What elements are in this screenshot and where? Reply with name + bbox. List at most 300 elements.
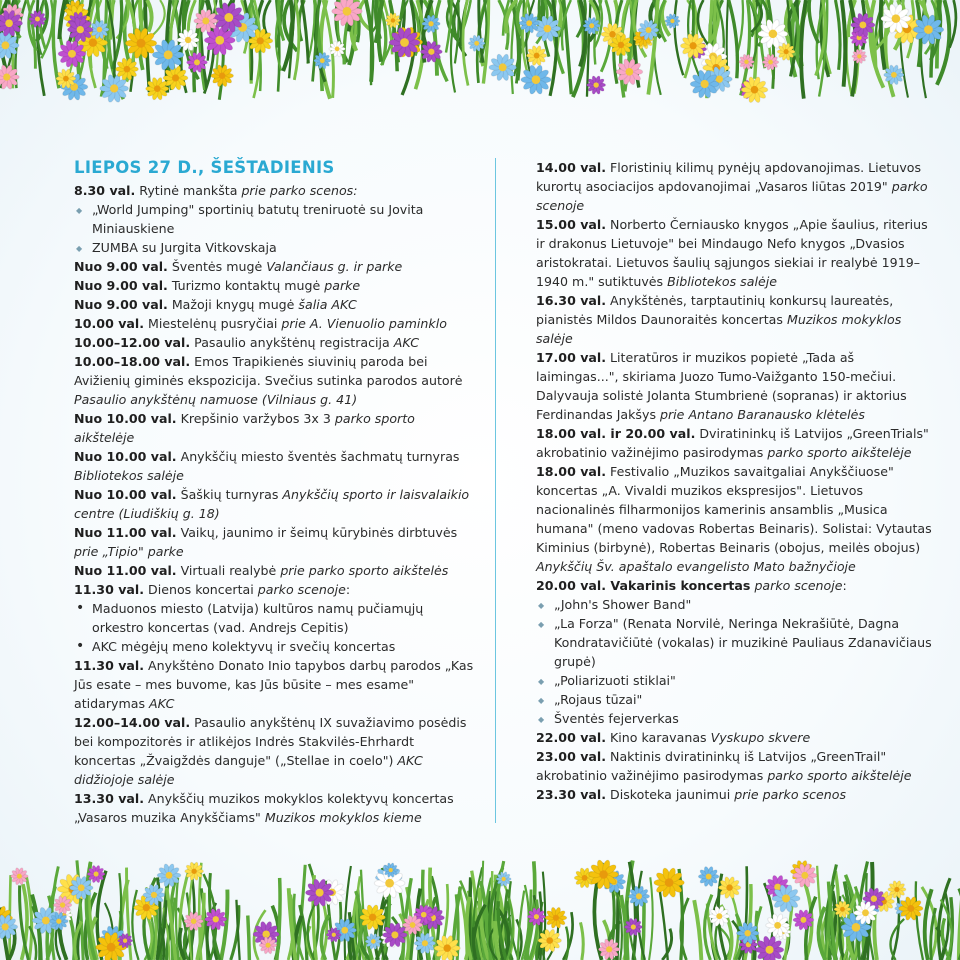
grass-blade — [555, 0, 562, 43]
grass-blade — [47, 896, 53, 960]
grass-blade — [531, 925, 539, 960]
flower — [319, 879, 345, 906]
entry-location: Pasaulio anykštėnų namuose (Vilniaus g. 41) — [74, 392, 358, 407]
grass-blade — [74, 890, 83, 960]
grass-blade — [288, 895, 293, 960]
schedule-entry — [74, 713, 474, 789]
grass-blade — [841, 901, 847, 960]
flower — [538, 929, 561, 953]
grass-blade — [427, 897, 436, 960]
grass-blade — [451, 0, 459, 93]
grass-blade — [132, 890, 138, 960]
grass-blade — [349, 0, 355, 65]
grass-blade — [382, 887, 389, 960]
grass-blade — [209, 873, 219, 960]
grass-blade — [13, 0, 16, 31]
grass-blade — [283, 0, 292, 71]
grass-blade — [166, 0, 170, 93]
grass-blade — [916, 881, 923, 960]
grass-blade — [527, 890, 531, 960]
grass-blade — [729, 0, 738, 78]
entry-location: Muzikos mokyklos salėje — [536, 312, 902, 346]
grass-blade — [109, 0, 124, 99]
grass-blade — [207, 903, 216, 960]
grass-blade — [881, 0, 885, 70]
grass-blade — [315, 0, 322, 91]
flower — [706, 66, 732, 92]
flower — [633, 29, 653, 50]
schedule-right-column — [536, 158, 936, 804]
grass-blade — [455, 0, 459, 63]
entry-time: Nuo 9.00 val. — [74, 259, 168, 274]
entry-description: Vaikų, jaunimo ir šeimų kūrybinės dirbtuvės — [176, 525, 458, 540]
grass-blade — [298, 865, 306, 960]
sub-list-item: ◆ ZUMBA su Jurgita Vitkovskaja — [74, 238, 474, 257]
grass-blade — [89, 863, 97, 960]
grass-blade — [178, 0, 185, 63]
grass-blade — [254, 910, 266, 960]
grass-blade — [451, 0, 461, 43]
grass-blade — [66, 0, 73, 45]
grass-blade — [797, 0, 806, 59]
flower — [385, 13, 400, 29]
grass-blade — [649, 877, 653, 960]
grass-blade — [721, 905, 732, 960]
grass-blade — [653, 0, 658, 34]
grass-blade — [531, 911, 538, 960]
flower — [414, 905, 434, 925]
grass-blade — [475, 861, 483, 960]
entry-description: Rytinė mankšta — [135, 183, 242, 198]
flower — [29, 10, 46, 28]
grass-blade — [398, 0, 408, 62]
grass-blade — [501, 918, 509, 960]
grass-blade — [112, 0, 121, 69]
grass-blade — [407, 887, 412, 960]
flower — [87, 865, 105, 883]
entry-description: Naktinis dviratininkų iš Latvijos „GreenTrail" akrobatinio važinėjimo pasirodymas — [536, 749, 887, 783]
flower — [841, 912, 871, 943]
grass-blade — [787, 0, 792, 53]
grass-blade — [277, 0, 282, 48]
grass-blade — [483, 0, 488, 84]
grass-blade — [662, 0, 670, 36]
schedule-entry — [74, 333, 474, 352]
grass-blade — [785, 893, 793, 960]
entry-time: 18.00 val. — [536, 464, 607, 479]
grass-blade — [750, 0, 757, 69]
flower — [0, 905, 13, 930]
grass-blade — [768, 0, 773, 89]
grass-blade — [59, 0, 65, 39]
grass-blade — [189, 864, 195, 960]
grass-blade — [566, 927, 568, 960]
grass-blade — [604, 920, 610, 960]
grass-blade — [276, 0, 283, 71]
flower — [526, 45, 546, 66]
schedule-entry — [74, 447, 474, 485]
grass-blade — [201, 888, 208, 960]
flower — [521, 64, 551, 94]
flower — [698, 866, 719, 887]
grass-blade — [711, 886, 723, 960]
flower — [699, 42, 727, 70]
grass-blade — [716, 0, 724, 78]
grass-blade — [875, 0, 882, 44]
flower — [574, 867, 594, 888]
grass-blade — [214, 0, 218, 83]
grass-blade — [554, 0, 564, 74]
entry-location: prie parko scenos: — [241, 183, 358, 198]
grass-blade — [377, 0, 385, 65]
grass-blade — [144, 878, 156, 960]
flower-border-top — [0, 0, 960, 110]
grass-blade — [536, 0, 547, 44]
grass-blade — [91, 0, 101, 68]
grass-blade — [577, 0, 586, 37]
schedule-entry — [536, 215, 936, 291]
grass-blade — [423, 0, 432, 63]
entry-location: Valančiaus g. ir parke — [266, 259, 403, 274]
grass-blade — [496, 875, 503, 960]
grass-blade — [816, 0, 825, 76]
entry-time: 22.00 val. — [536, 730, 607, 745]
grass-blade — [291, 924, 300, 960]
grass-blade — [890, 919, 904, 960]
grass-blade — [460, 881, 472, 960]
grass-blade — [524, 0, 527, 37]
grass-blade — [844, 876, 852, 960]
grass-blade — [110, 0, 113, 40]
grass-blade — [224, 0, 232, 37]
flower — [57, 873, 88, 904]
grass-blade — [498, 901, 506, 960]
flower — [118, 933, 133, 948]
grass-blade — [423, 870, 430, 960]
flower — [709, 906, 730, 927]
grass-blade — [430, 868, 437, 960]
grass-blade — [922, 887, 936, 960]
flower — [32, 907, 59, 935]
flower — [741, 76, 768, 103]
entry-location: AKC — [393, 335, 420, 350]
grass-blade — [516, 919, 521, 960]
flower — [332, 0, 362, 27]
entry-location: parko sporto aikštelėje — [767, 768, 912, 783]
entry-time: 13.30 val. — [74, 791, 145, 806]
grass-blade — [502, 921, 506, 960]
grass-blade — [9, 929, 15, 960]
flower — [422, 14, 440, 33]
grass-blade — [711, 0, 718, 56]
grass-blade — [47, 886, 55, 960]
grass-blade — [67, 907, 74, 960]
flower — [854, 901, 878, 925]
entry-location: prie parko sporto aikštelės — [280, 563, 449, 578]
flower — [100, 925, 126, 951]
entry-time: Nuo 10.00 val. — [74, 487, 177, 502]
grass-blade — [355, 0, 359, 42]
entry-description: Anykštėnės, tarptautinių konkursų laureatės, pianistės Mildos Daunoraitės koncertas — [536, 293, 894, 327]
grass-blade — [919, 0, 930, 40]
grass-blade — [900, 0, 908, 98]
schedule-entry — [536, 158, 936, 215]
flower — [740, 80, 759, 100]
grass-blade — [199, 0, 204, 90]
flower — [403, 915, 423, 935]
grass-blade — [862, 0, 864, 50]
entry-time: Nuo 10.00 val. — [74, 411, 177, 426]
schedule-entry — [74, 295, 474, 314]
grass-blade — [66, 0, 76, 82]
grass-blade — [459, 887, 467, 960]
grass-blade — [662, 929, 671, 960]
grass-blade — [257, 0, 263, 52]
grass-blade — [764, 883, 773, 960]
grass-blade — [168, 0, 177, 90]
flower — [519, 13, 539, 34]
flower — [68, 12, 89, 33]
grass-blade — [411, 0, 419, 56]
entry-time: 10.00–12.00 val. — [74, 335, 191, 350]
grass-blade — [490, 868, 503, 960]
grass-blade — [511, 0, 520, 80]
grass-blade — [358, 890, 360, 960]
grass-blade — [855, 886, 864, 960]
grass-blade — [272, 906, 279, 960]
grass-blade — [145, 0, 149, 92]
grass-blade — [166, 918, 172, 960]
grass-blade — [537, 892, 541, 960]
flower — [527, 908, 545, 926]
grass-blade — [494, 909, 507, 960]
grass-blade — [323, 0, 333, 98]
grass-blade — [359, 0, 372, 31]
grass-blade — [806, 897, 816, 960]
entry-suffix: : — [345, 582, 351, 597]
grass-blade — [842, 0, 845, 87]
grass-blade — [754, 0, 756, 79]
grass-blade — [520, 0, 530, 54]
grass-blade — [580, 922, 583, 960]
grass-blade — [861, 925, 868, 960]
flower — [227, 12, 258, 43]
grass-blade — [472, 871, 476, 960]
grass-blade — [402, 0, 415, 95]
sub-list — [74, 200, 474, 257]
grass-blade — [693, 0, 697, 55]
entry-time: 8.30 val. — [74, 183, 136, 198]
grass-blade — [361, 870, 366, 960]
grass-blade — [349, 912, 354, 960]
entry-description: Anykščių miesto šventės šachmatų turnyras — [176, 449, 460, 464]
grass-blade — [313, 0, 319, 82]
grass-blade — [692, 0, 694, 48]
grass-blade — [101, 0, 111, 97]
grass-blade — [204, 0, 214, 93]
entry-time: Nuo 9.00 val. — [74, 297, 168, 312]
grass-blade — [681, 898, 689, 960]
flower — [383, 922, 408, 947]
grass-blade — [828, 891, 835, 960]
grass-blade — [347, 929, 352, 960]
grass-blade — [809, 0, 818, 43]
schedule-entry — [74, 656, 474, 713]
grass-blade — [183, 922, 193, 960]
grass-blade — [839, 915, 849, 960]
entry-time: Nuo 9.00 val. — [74, 278, 168, 293]
grass-blade — [842, 895, 853, 960]
grass-blade — [756, 911, 765, 960]
flower — [762, 54, 778, 71]
grass-blade — [481, 911, 486, 960]
grass-blade — [479, 0, 483, 63]
schedule-entry — [74, 257, 474, 276]
grass-blade — [937, 0, 940, 69]
grass-blade — [931, 908, 936, 960]
flower — [772, 884, 800, 912]
grass-blade — [176, 878, 179, 960]
flower — [1, 4, 23, 27]
sub-list-item: ◆ „Rojaus tūzai" — [536, 690, 936, 709]
entry-location: parko scenoje — [257, 582, 346, 597]
grass-blade — [72, 0, 81, 91]
grass-blade — [921, 0, 926, 98]
grass-blade — [732, 921, 742, 960]
flower — [624, 918, 642, 936]
flower — [468, 35, 485, 52]
grass-blade — [470, 877, 471, 960]
grass-blade — [173, 0, 181, 70]
grass-blade — [422, 0, 430, 33]
grass-blade — [10, 875, 11, 960]
grass-blade — [277, 878, 280, 960]
grass-blade — [848, 892, 858, 960]
flower — [96, 932, 127, 960]
entry-time: 10.00 val. — [74, 316, 145, 331]
sub-list-item: ◆ „World Jumping" sportinių batutų treniruotė su Jovita Miniauskiene — [74, 200, 474, 238]
grass-blade — [925, 0, 937, 54]
flower — [392, 26, 423, 57]
flower — [881, 3, 911, 33]
grass-blade — [157, 900, 166, 960]
grass-blade — [817, 866, 826, 960]
flower — [616, 58, 643, 85]
flower — [185, 862, 204, 881]
grass-blade — [627, 901, 635, 960]
grass-blade — [949, 0, 955, 48]
grass-blade — [523, 0, 534, 92]
grass-blade — [675, 0, 684, 75]
grass-blade — [825, 886, 832, 960]
grass-blade — [52, 866, 59, 960]
grass-blade — [411, 929, 414, 960]
grass-blade — [718, 874, 726, 960]
flower — [414, 932, 435, 954]
grass-blade — [752, 0, 762, 37]
grass-blade — [357, 876, 364, 960]
grass-blade — [840, 922, 845, 960]
grass-blade — [710, 0, 720, 75]
grass-blade — [0, 0, 13, 88]
grass-blade — [790, 0, 799, 56]
flower — [143, 884, 165, 906]
sub-list — [74, 599, 474, 656]
grass-blade — [120, 880, 128, 960]
grass-blade — [901, 0, 903, 35]
grass-blade — [22, 884, 28, 960]
flower — [913, 14, 943, 45]
grass-blade — [179, 0, 186, 93]
grass-blade — [745, 884, 751, 960]
grass-blade — [698, 0, 708, 44]
grass-blade — [830, 865, 836, 960]
flower — [213, 2, 244, 33]
flower — [791, 860, 814, 883]
schedule-entry — [536, 785, 936, 804]
grass-blade — [189, 878, 194, 960]
entry-time: 11.30 val. — [74, 582, 145, 597]
grass-blade — [517, 0, 522, 36]
grass-blade — [473, 867, 483, 960]
entry-time: Nuo 11.00 val. — [74, 563, 177, 578]
grass-blade — [821, 0, 829, 77]
grass-blade — [838, 921, 842, 960]
grass-blade — [552, 0, 561, 85]
grass-blade — [534, 895, 541, 960]
grass-blade — [27, 0, 35, 69]
flower-garland-image — [0, 0, 960, 110]
flower — [0, 31, 19, 59]
grass-blade — [111, 911, 122, 960]
grass-blade — [353, 909, 355, 960]
grass-blade — [381, 0, 394, 65]
grass-blade — [254, 0, 261, 98]
grass-blade — [463, 0, 471, 30]
entry-location: prie A. Vienuolio paminklo — [281, 316, 447, 331]
entry-location: AKC — [149, 696, 175, 711]
grass-blade — [826, 884, 833, 960]
entry-location: parko sporto aikštelėje — [767, 445, 912, 460]
grass-blade — [241, 0, 247, 54]
flower — [834, 901, 851, 918]
grass-blade — [279, 0, 284, 41]
grass-blade — [511, 0, 518, 83]
grass-blade — [745, 924, 754, 960]
grass-blade — [732, 896, 738, 960]
grass-blade — [713, 0, 722, 55]
schedule-entry — [74, 523, 474, 561]
flower — [895, 900, 912, 917]
grass-blade — [925, 889, 932, 960]
grass-blade — [32, 906, 41, 960]
entry-location: Bibliotekos salėje — [74, 468, 184, 483]
grass-blade — [594, 862, 602, 960]
grass-blade — [383, 0, 392, 54]
entry-location: AKC didžiojoje salėje — [74, 753, 423, 787]
flower — [863, 887, 885, 910]
grass-blade — [151, 0, 165, 37]
flower — [211, 64, 234, 87]
grass-blade — [60, 0, 69, 49]
grass-blade — [79, 0, 85, 76]
schedule-entry — [74, 789, 474, 827]
grass-blade — [874, 909, 877, 960]
grass-blade — [344, 0, 352, 64]
grass-blade — [0, 0, 7, 41]
flower — [67, 17, 93, 43]
grass-blade — [594, 0, 601, 65]
